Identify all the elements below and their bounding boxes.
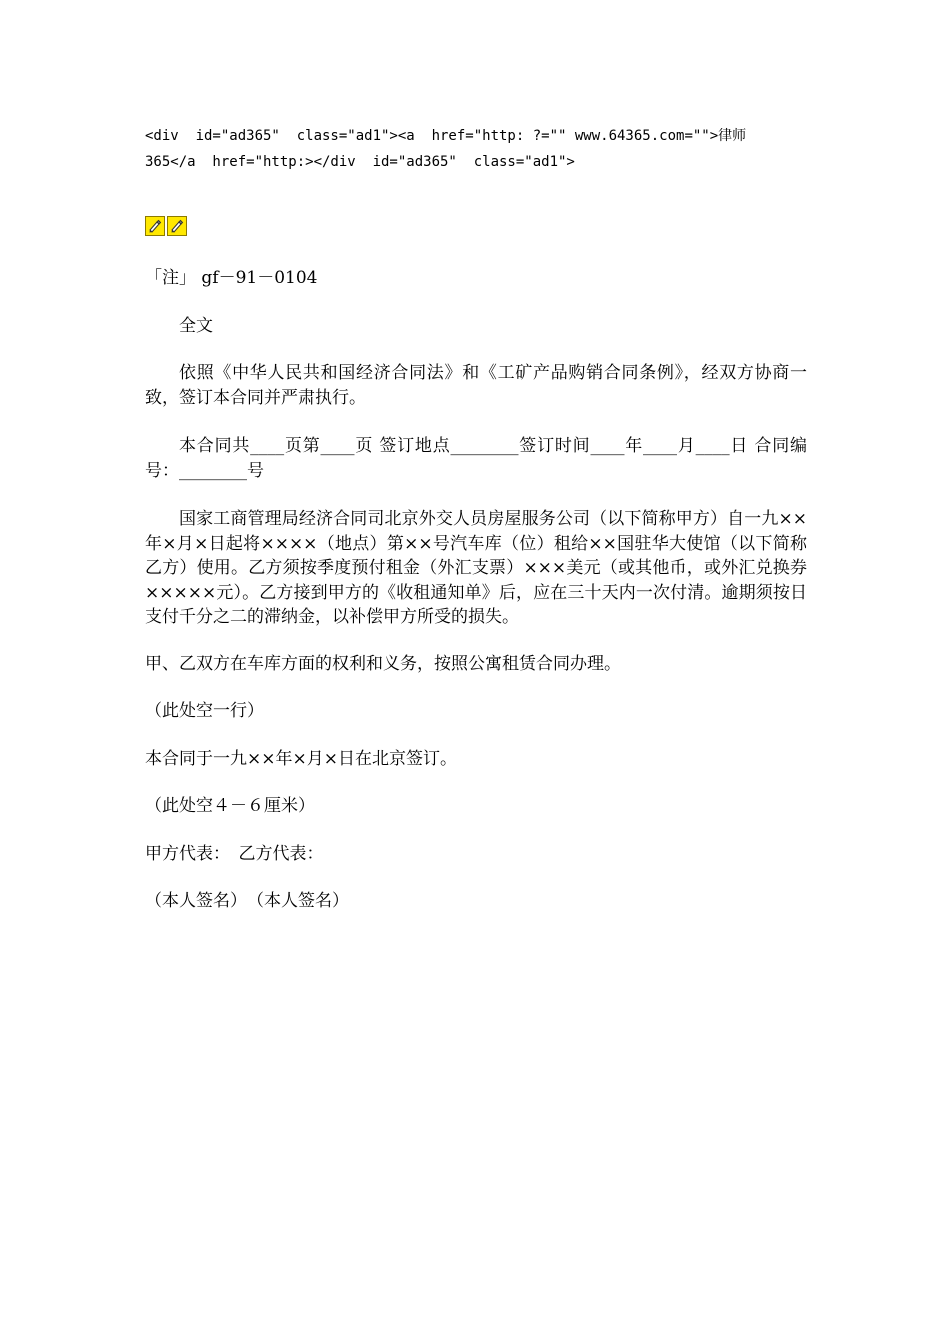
pencil-icon[interactable] xyxy=(167,216,187,236)
representatives-line: 甲方代表： 乙方代表： xyxy=(145,844,324,864)
blank-line-note: （此处空一行） xyxy=(145,701,264,721)
code-line-2: 365</a href="http:></div id="ad365" class="ad1"> xyxy=(145,154,575,170)
pencil-icon[interactable] xyxy=(145,216,165,236)
paragraph-main-terms: 国家工商管理局经济合同司北京外交人员房屋服务公司（以下简称甲方）自一九××年×月×日起将××××（地点）第××号汽车库（位）租给××国驻华大使馆（以下简称乙方）使用。乙方须按季度预付租金（外汇支票）×××美元（或其他币，或外汇兑换券×××××元）。乙方接到甲方的《收租通知单》后，应在三十天内一次付清。逾期须按日支付千分之二的滞纳金，以补偿甲方所受的损失。 xyxy=(145,509,807,627)
heading: 全文 xyxy=(179,316,213,336)
icon-strip xyxy=(145,216,189,236)
note-line: 「注」 gf－91－0104 xyxy=(145,268,318,288)
code-line-1: <div id="ad365" class="ad1"><a href="http: ?="" www.64365.com="">律师 xyxy=(145,128,747,144)
paragraph-contract-info: 本合同共____页第____页 签订地点________签订时间____年____月____日 合同编号：________号 xyxy=(145,436,807,481)
signatures-line: （本人签名） （本人签名） xyxy=(145,891,349,911)
spacing-note: （此处空４－６厘米） xyxy=(145,796,315,816)
paragraph-intro: 依照《中华人民共和国经济合同法》和《工矿产品购销合同条例》，经双方协商一致，签订本合同并严肃执行。 xyxy=(145,363,807,408)
rights-line: 甲、乙双方在车库方面的权利和义务，按照公寓租赁合同办理。 xyxy=(145,654,621,674)
signing-date-line: 本合同于一九××年×月×日在北京签订。 xyxy=(145,749,457,769)
